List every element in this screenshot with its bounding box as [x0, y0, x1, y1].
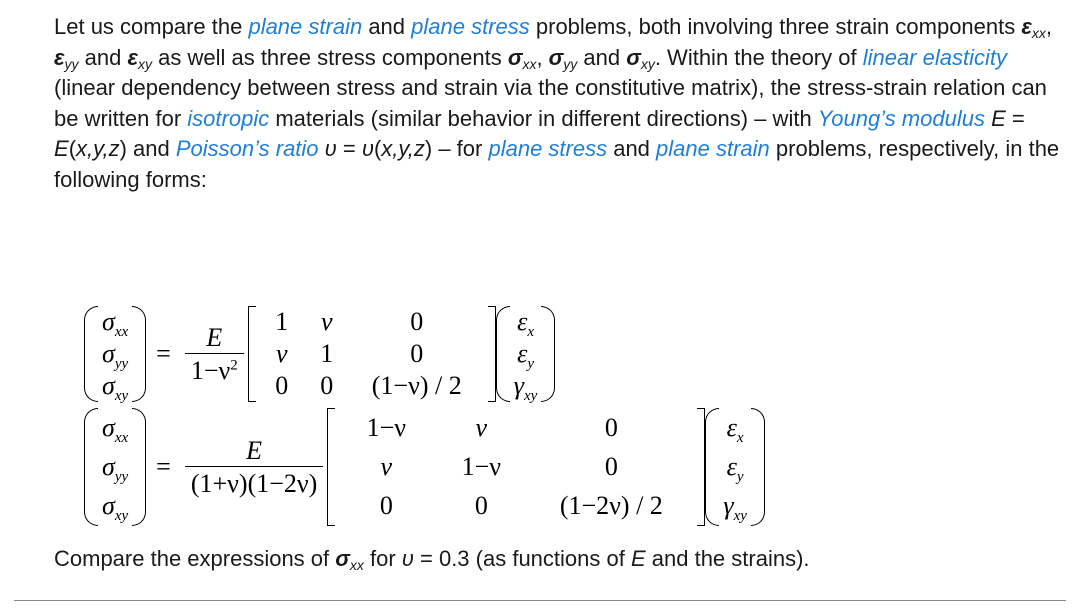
problem-paragraph: Let us compare the plane strain and plane stress problems, both involving three strain components $\varepsilon_{xx}$, $\varepsilon_{yy}$ and $\varepsilon_{xy}$ as well as three stress components $\sigma_{xx}$, $\sigma_{yy}$ and $\sigma_{xy}$. Within the theory of linear elasticity (linear dependency between stress and strain via the constitutive matrix), the stress-strain relation can be written for isotropic materials (similar behavior in different directions) – with Young’s modulus E = E(x,y,z) and Poisson’s ratio υ = υ(x,y,z) – for plane stress and plane strain problems, respectively, in the following forms: [54, 14, 1060, 192]
left-bracket [327, 408, 335, 526]
constitutive-matrix: 1 ν 0 ν 1 0 0 0 (1−ν) / 2 [275, 307, 462, 400]
equals-sign: = [156, 339, 171, 368]
right-bracket [697, 408, 705, 526]
coefficient-fraction: $\frac{E}{(1+\nu)(1-2\nu)}$ [185, 436, 323, 499]
bottom-divider [14, 600, 1066, 601]
constitutive-matrix: 1−ν ν 0 ν 1−ν 0 0 0 (1−2ν) / 2 [366, 412, 663, 521]
link-plane-strain-2[interactable]: plane strain [656, 136, 770, 162]
right-paren [751, 408, 765, 526]
left-bracket [248, 306, 256, 402]
question-text: Compare the expressions of $\sigma_{xx}$ for υ = 0.3 (as functions of E and the strains). [54, 546, 810, 573]
right-bracket [488, 306, 496, 402]
strain-vector: $\varepsilon_x$ $\varepsilon_y$ $\gamma_{xy}$ [513, 307, 538, 404]
left-paren [84, 306, 98, 402]
link-linear-elasticity[interactable]: linear elasticity [862, 44, 1007, 70]
stress-vector: $\sigma_{xx}$ $\sigma_{yy}$ $\sigma_{xy}$ [102, 307, 129, 404]
equals-sign: = [156, 452, 171, 481]
right-paren [132, 408, 146, 526]
link-plane-stress-2[interactable]: plane stress [488, 136, 608, 162]
link-poissons-ratio[interactable]: Poisson’s ratio [175, 136, 319, 162]
stress-vector: $\sigma_{xx}$ $\sigma_{yy}$ $\sigma_{xy}$ [102, 412, 129, 525]
left-paren [84, 408, 98, 526]
right-paren [132, 306, 146, 402]
coefficient-fraction: $\frac{E}{1-\nu^2}$ [185, 323, 244, 386]
link-youngs-modulus[interactable]: Young’s modulus [817, 105, 985, 131]
plane-strain-equation [84, 408, 765, 526]
strain-vector: $\varepsilon_x$ $\varepsilon_y$ $\gamma_{xy}$ [723, 412, 747, 525]
plane-stress-equation [84, 306, 555, 402]
right-paren [541, 306, 555, 402]
link-isotropic[interactable]: isotropic [187, 105, 270, 131]
left-paren [496, 306, 510, 402]
left-paren [705, 408, 719, 526]
link-plane-strain[interactable]: plane strain [248, 14, 363, 39]
link-plane-stress[interactable]: plane stress [411, 14, 530, 39]
